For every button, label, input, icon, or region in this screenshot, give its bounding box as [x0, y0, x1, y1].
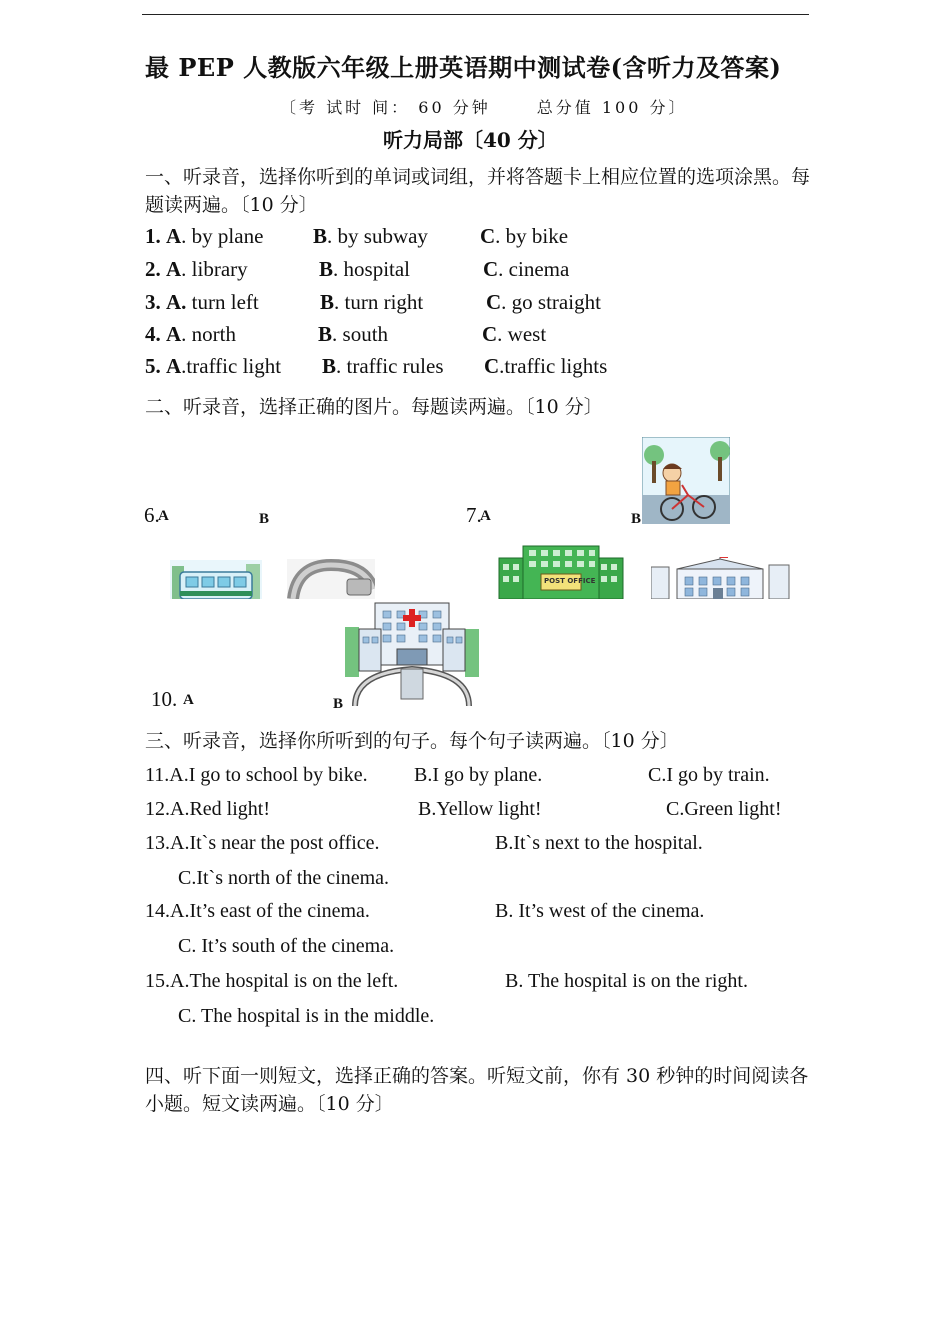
- q14-option-a: 14.A.It’s east of the cinema.: [145, 900, 370, 922]
- option-letter-b: B: [319, 257, 334, 281]
- option-a: turn left: [186, 290, 259, 314]
- girl-riding-bike-picture: [642, 437, 730, 524]
- option-b: . by subway: [327, 224, 428, 248]
- q13-option-c: C.It`s north of the cinema.: [178, 867, 390, 889]
- page-title: 最 PEP 人教版六年级上册英语期中测试卷(含听力及答案): [145, 53, 782, 82]
- option-letter-c: C: [486, 290, 502, 314]
- question-number: 4.: [145, 322, 161, 346]
- question-number: 2.: [145, 257, 161, 281]
- option-letter-b: B: [313, 224, 328, 248]
- top-rule: [142, 14, 809, 15]
- option-a: .traffic light: [181, 354, 282, 378]
- question-10-label-a: A: [183, 692, 194, 708]
- q11-option-a: 11.A.I go to school by bike.: [145, 764, 368, 786]
- question-number: 5.: [145, 354, 161, 378]
- school-building-picture: [651, 557, 791, 599]
- question-number: 3.: [145, 290, 161, 314]
- q14-option-c: C. It’s south of the cinema.: [178, 935, 395, 957]
- q11-option-b: B.I go by plane.: [414, 764, 543, 786]
- option-letter-a: A.: [166, 290, 187, 314]
- option-b: . turn right: [334, 290, 424, 314]
- option-letter-b: B: [320, 290, 335, 314]
- section1-instruction: 一、听录音，选择你听到的单词或词组，并将答题卡上相应位置的选项涂黑。每题读两遍。〔10 分〕: [145, 166, 811, 216]
- option-letter-c: C: [484, 354, 500, 378]
- listening-part-heading: 听力局部〔40 分〕: [383, 128, 558, 152]
- option-a: . library: [181, 257, 248, 281]
- question-6-number: 6.: [144, 503, 160, 527]
- bus-picture: [170, 560, 262, 599]
- question-10-number: 10.: [151, 687, 178, 711]
- question-7-number: 7.: [466, 503, 482, 527]
- option-letter-c: C: [482, 322, 498, 346]
- option-b: . hospital: [333, 257, 411, 281]
- option-letter-a: A: [166, 354, 182, 378]
- q13-option-a: 13.A.It`s near the post office.: [145, 832, 380, 854]
- post-office-sign: POST OFFICE: [544, 577, 596, 585]
- option-c: . west: [497, 322, 547, 346]
- option-c: . by bike: [495, 224, 569, 248]
- option-a: . by plane: [181, 224, 264, 248]
- question-7-label-b: B: [631, 511, 642, 527]
- question-number: 1.: [145, 224, 161, 248]
- option-a: . north: [181, 322, 236, 346]
- option-b: . south: [332, 322, 389, 346]
- post-office-picture: [497, 544, 625, 599]
- train-picture: [287, 559, 375, 599]
- hospital-picture: [345, 599, 479, 706]
- option-letter-c: C: [483, 257, 499, 281]
- option-letter-a: A: [166, 257, 182, 281]
- option-c: . go straight: [501, 290, 601, 314]
- q14-option-b: B. It’s west of the cinema.: [495, 900, 705, 922]
- exam-info: 〔考 试时 间： 60 分钟 总分值 100 分〕: [280, 98, 688, 117]
- q13-option-b: B.It`s next to the hospital.: [495, 832, 703, 854]
- option-letter-b: B: [322, 354, 337, 378]
- section4-instruction: 四、听下面一则短文，选择正确的答案。听短文前，你有 30 秒钟的时间阅读各小题。短文读两遍。〔10 分〕: [145, 1065, 809, 1115]
- question-10-label-b: B: [333, 696, 344, 712]
- q11-option-c: C.I go by train.: [648, 764, 770, 786]
- option-b: . traffic rules: [336, 354, 444, 378]
- q12-option-c: C.Green light!: [666, 798, 782, 820]
- q12-option-b: B.Yellow light!: [418, 798, 542, 820]
- option-letter-c: C: [480, 224, 496, 248]
- question-6-label-a: A: [158, 508, 169, 524]
- option-c: .traffic lights: [499, 354, 608, 378]
- section3-instruction: 三、听录音，选择你所听到的句子。每个句子读两遍。〔10 分〕: [145, 730, 679, 752]
- q15-option-b: B. The hospital is on the right.: [505, 970, 748, 992]
- option-letter-a: A: [166, 322, 182, 346]
- q15-option-a: 15.A.The hospital is on the left.: [145, 970, 399, 992]
- q12-option-a: 12.A.Red light!: [145, 798, 270, 820]
- question-7-label-a: A: [480, 508, 491, 524]
- section2-instruction: 二、听录音，选择正确的图片。每题读两遍。〔10 分〕: [145, 396, 603, 418]
- question-6-label-b: B: [259, 511, 270, 527]
- option-letter-b: B: [318, 322, 333, 346]
- option-c: . cinema: [498, 257, 570, 281]
- q15-option-c: C. The hospital is in the middle.: [178, 1005, 435, 1027]
- option-letter-a: A: [166, 224, 182, 248]
